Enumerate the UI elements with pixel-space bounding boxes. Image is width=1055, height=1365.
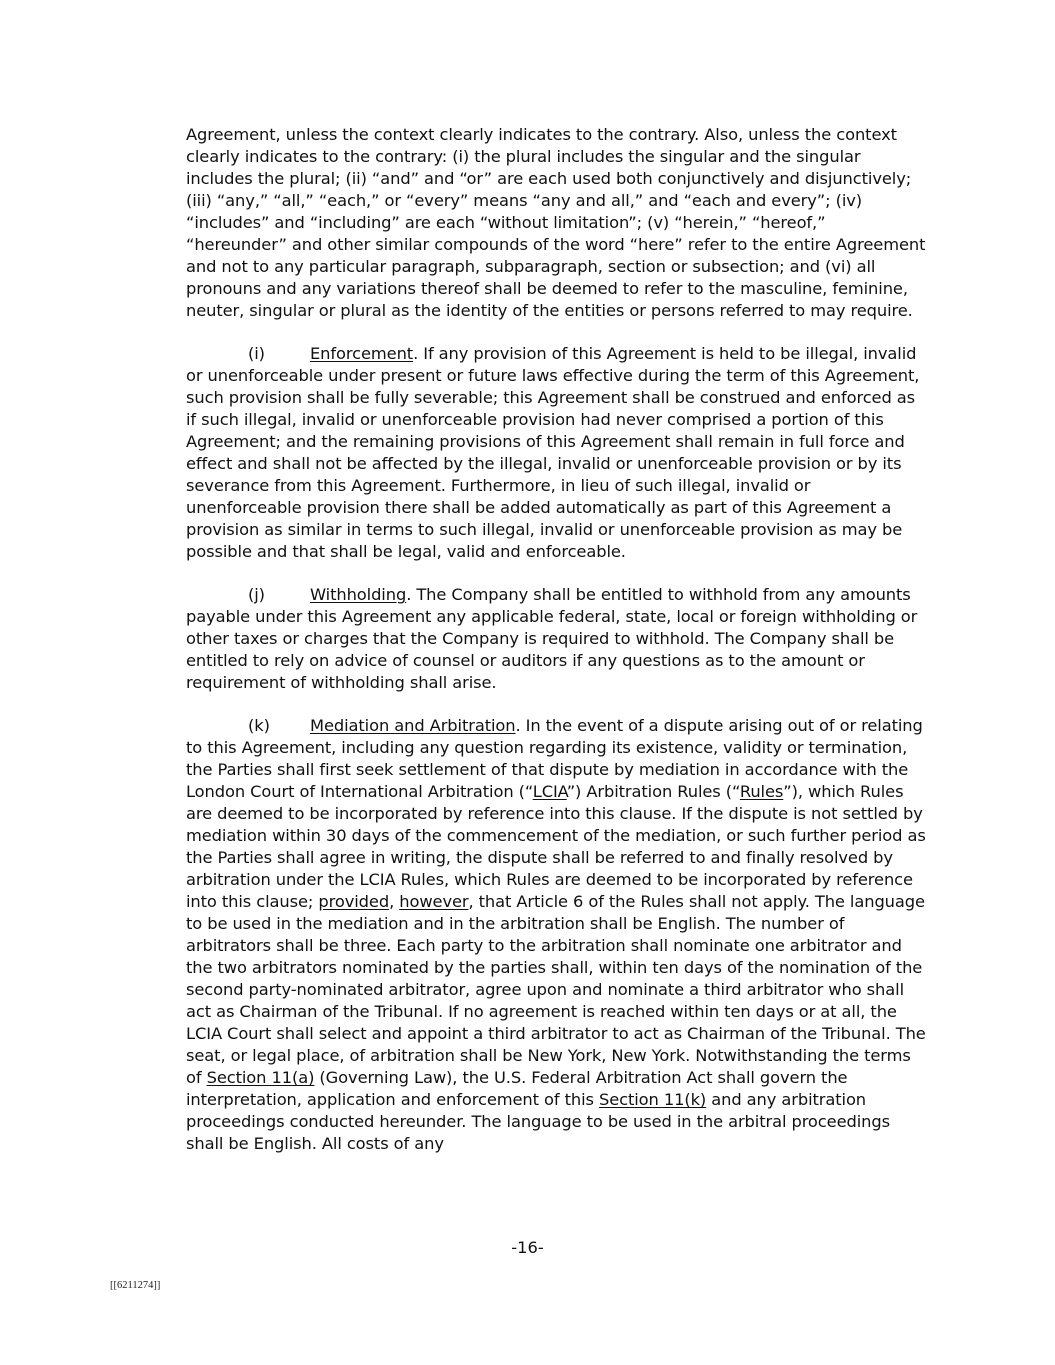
section-heading: Mediation and Arbitration [310, 716, 516, 735]
section-number: (i) [248, 344, 265, 363]
document-id: [[6211274]] [110, 1280, 161, 1291]
section-enforcement [186, 343, 930, 563]
continuation-text: Agreement, unless the context clearly indicates to the contrary. Also, unless the context clearly indicates to the contrary: (i) the plural includes the singular and the singular includes the plural; (ii) “and” and “or” are each used both conjunctively and disjunctively; (iii) “any,” “all,” “each,” or “every” means “any and all,” and “each and every”; (iv) “includes” and “including” are each “without limitation”; (v) “herein,” “hereof,” “hereunder” and other similar compounds of the word “here” refer to the entire Agreement and not to any particular paragraph, subparagraph, section or subsection; and (vi) all pronouns and any variations thereof shall be deemed to refer to the masculine, feminine, neuter, singular or plural as the identity of the entities or persons referred to may require. [186, 125, 926, 320]
document-body [186, 124, 930, 1176]
section-withholding [186, 584, 930, 694]
term-however: however [399, 892, 469, 911]
section-number: (j) [248, 585, 265, 604]
section-text: and any arbitration proceedings conducted hereunder. The language to be used in the arbitral proceedings shall be English. All costs of any [186, 1090, 890, 1153]
page-number: -16- [511, 1238, 544, 1257]
section-text: ”) Arbitration Rules (“ [566, 782, 740, 801]
continuation-paragraph [186, 124, 930, 322]
section-text: . In the event of a dispute arising out of or relating to this Agreement, including any question regarding its existence, validity or termination, the Parties shall first seek settlement of that dispute by mediation in accordance with the London Court of International Arbitration (“ [186, 716, 923, 801]
section-mediation-arbitration [186, 715, 930, 1155]
section-text: . The Company shall be entitled to withhold from any amounts payable under this Agreement any applicable federal, state, local or foreign withholding or other taxes or charges that the Company is required to withhold. The Company shall be entitled to rely on advice of counsel or auditors if any questions as to the amount or requirement of withholding shall arise. [186, 585, 918, 692]
section-text: (Governing Law), the U.S. Federal Arbitration Act shall govern the interpretation, application and enforcement of this [186, 1068, 848, 1109]
section-text: , [389, 892, 400, 911]
defined-term-lcia: LCIA [532, 782, 567, 801]
section-heading: Enforcement [310, 344, 414, 363]
defined-term-rules: Rules [739, 782, 784, 801]
cross-reference-section-11k: Section 11(k) [598, 1090, 707, 1109]
section-heading: Withholding [310, 585, 407, 604]
section-number: (k) [248, 716, 270, 735]
section-text: . If any provision of this Agreement is held to be illegal, invalid or unenforceable under present or future laws effective during the term of this Agreement, such provision shall be fully severable; this Agreement shall be construed and enforced as if such illegal, invalid or unenforceable provision had never comprised a portion of this Agreement; and the remaining provisions of this Agreement shall remain in full force and effect and shall not be affected by the illegal, invalid or unenforceable provision or by its severance from this Agreement. Furthermore, in lieu of such illegal, invalid or unenforceable provision there shall be added automatically as part of this Agreement a provision as similar in terms to such illegal, invalid or unenforceable provision as may be possible and that shall be legal, valid and enforceable. [186, 344, 920, 561]
section-text: , that Article 6 of the Rules shall not apply. The language to be used in the mediation and in the arbitration shall be English. The number of arbitrators shall be three. Each party to the arbitration shall nominate one arbitrator and the two arbitrators nominated by the parties shall, within ten days of the nomination of the second party-nominated arbitrator, agree upon and nominate a third arbitrator who shall act as Chairman of the Tribunal. If no agreement is reached within ten days or at all, the LCIA Court shall select and appoint a third arbitrator to act as Chairman of the Tribunal. The seat, or legal place, of arbitration shall be New York, New York. Notwithstanding the terms of [186, 892, 926, 1087]
section-text: ”), which Rules are deemed to be incorporated by reference into this clause. If the dispute is not settled by mediation within 30 days of the commencement of the mediation, or such further period as the Parties shall agree in writing, the dispute shall be referred to and finally resolved by arbitration under the LCIA Rules, which Rules are deemed to be incorporated by reference into this clause; [186, 782, 926, 911]
term-provided: provided [318, 892, 390, 911]
cross-reference-section-11a: Section 11(a) [206, 1068, 315, 1087]
